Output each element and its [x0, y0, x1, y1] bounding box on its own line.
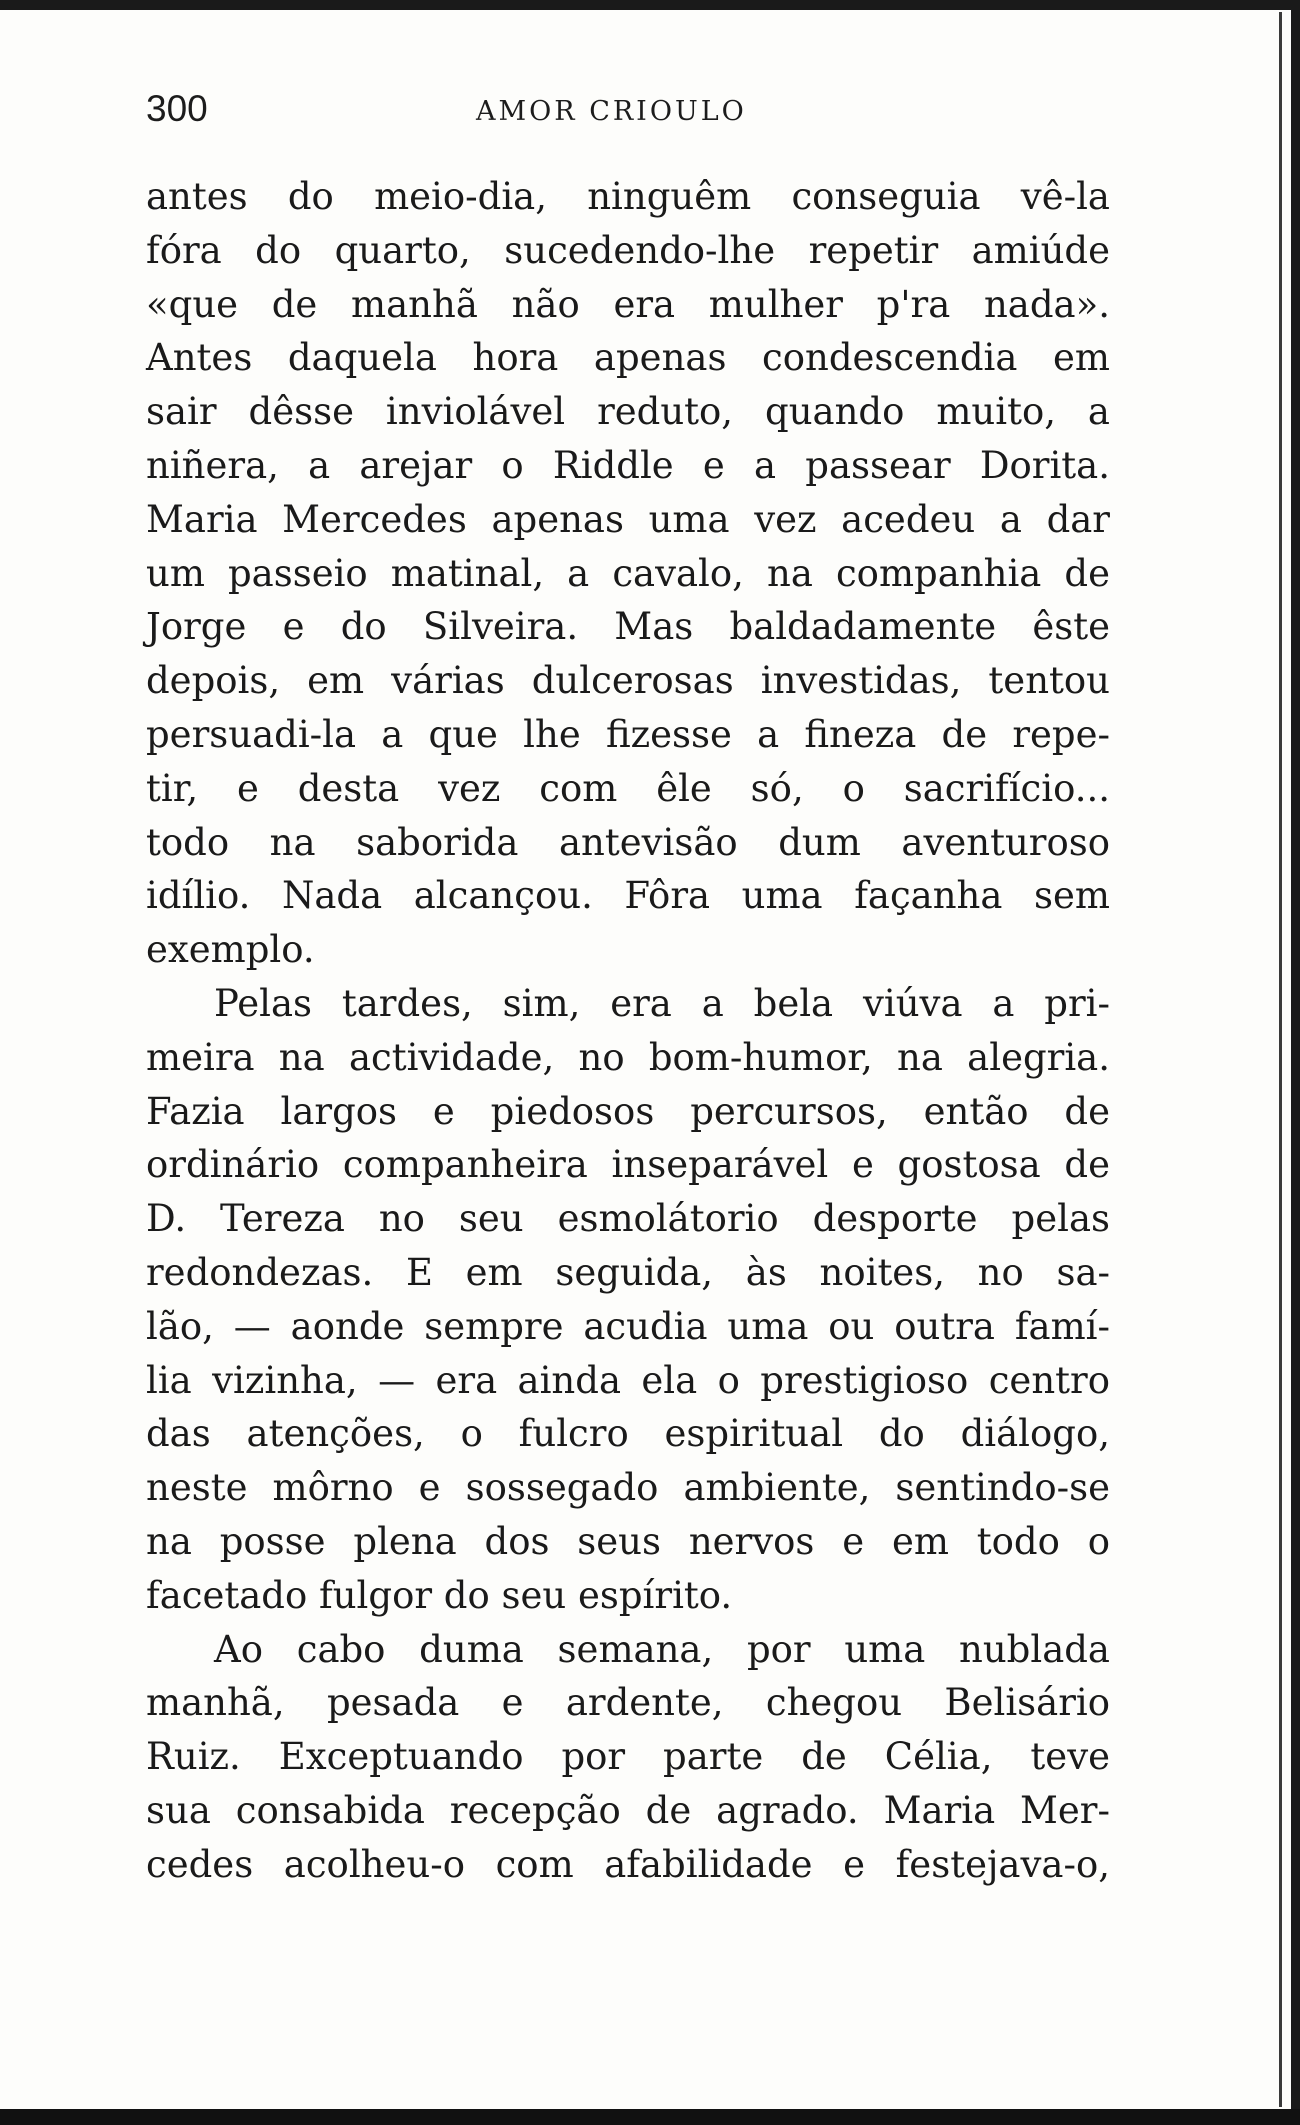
- text-line: sua consabida recepção de agrado. Maria Mer-: [146, 1788, 1110, 1832]
- top-edge-rule: [0, 0, 1300, 10]
- right-page-edge: [1291, 0, 1300, 2125]
- text-line: manhã, pesada e ardente, chegou Belisário: [146, 1681, 1110, 1725]
- text-line: na posse plena dos seus nervos e em todo o: [146, 1519, 1110, 1563]
- text-line: Ao cabo duma semana, por uma nublada: [214, 1627, 1110, 1671]
- page-number: 300: [146, 88, 208, 129]
- text-line: ordinário companheira inseparável e gostosa de: [146, 1143, 1110, 1187]
- text-line: persuadi-la a que lhe fizesse a fineza de repe-: [146, 712, 1110, 756]
- text-line: exemplo.: [146, 928, 315, 972]
- text-line: lia vizinha, — era ainda ela o prestigioso centro: [146, 1358, 1110, 1402]
- text-line: D. Tereza no seu esmolátorio desporte pelas: [146, 1197, 1110, 1241]
- text-line: Jorge e do Silveira. Mas baldadamente êste: [146, 605, 1110, 649]
- text-line: todo na saborida antevisão dum aventuroso: [146, 820, 1110, 864]
- text-line: Fazia largos e piedosos percursos, então de: [146, 1089, 1110, 1133]
- text-line: meira na actividade, no bom-humor, na alegria.: [146, 1035, 1110, 1079]
- text-line: fóra do quarto, sucedendo-lhe repetir amiúde: [146, 228, 1110, 272]
- text-line: facetado fulgor do seu espírito.: [146, 1573, 733, 1617]
- text-line: depois, em várias dulcerosas investidas, tentou: [146, 659, 1110, 703]
- running-title: AMOR CRIOULO: [476, 96, 747, 127]
- text-line: das atenções, o fulcro espiritual do diálogo,: [146, 1412, 1110, 1456]
- text-line: um passeio matinal, a cavalo, na companhia de: [146, 551, 1110, 595]
- text-line: Ruiz. Exceptuando por parte de Célia, teve: [146, 1735, 1110, 1779]
- page-header: [146, 88, 1106, 148]
- text-line: neste môrno e sossegado ambiente, sentindo-se: [146, 1466, 1110, 1510]
- text-line: sair dêsse inviolável reduto, quando muito, a: [146, 390, 1110, 434]
- right-binding-line: [1279, 12, 1282, 2107]
- bottom-edge-rule: [0, 2109, 1300, 2125]
- text-line: tir, e desta vez com êle só, o sacrifício...: [146, 766, 1110, 810]
- text-line: Pelas tardes, sim, era a bela viúva a pri-: [214, 981, 1110, 1025]
- text-line: idílio. Nada alcançou. Fôra uma façanha sem: [146, 874, 1110, 918]
- text-line: cedes acolheu-o com afabilidade e festejava-o,: [146, 1842, 1110, 1886]
- body-text: [146, 170, 1110, 1892]
- text-line: «que de manhã não era mulher p'ra nada».: [146, 282, 1110, 326]
- paragraph-2: [146, 977, 1110, 1623]
- paragraph-3: [146, 1623, 1110, 1892]
- text-line: lão, — aonde sempre acudia uma ou outra famí-: [146, 1304, 1110, 1348]
- paragraph-1: [146, 170, 1110, 977]
- text-line: redondezas. E em seguida, às noites, no sa-: [146, 1250, 1110, 1294]
- text-line: Antes daquela hora apenas condescendia em: [146, 336, 1110, 380]
- text-line: niñera, a arejar o Riddle e a passear Dorita.: [146, 443, 1110, 487]
- text-line: Maria Mercedes apenas uma vez acedeu a dar: [146, 497, 1110, 541]
- text-line: antes do meio-dia, ninguêm conseguia vê-la: [146, 175, 1110, 218]
